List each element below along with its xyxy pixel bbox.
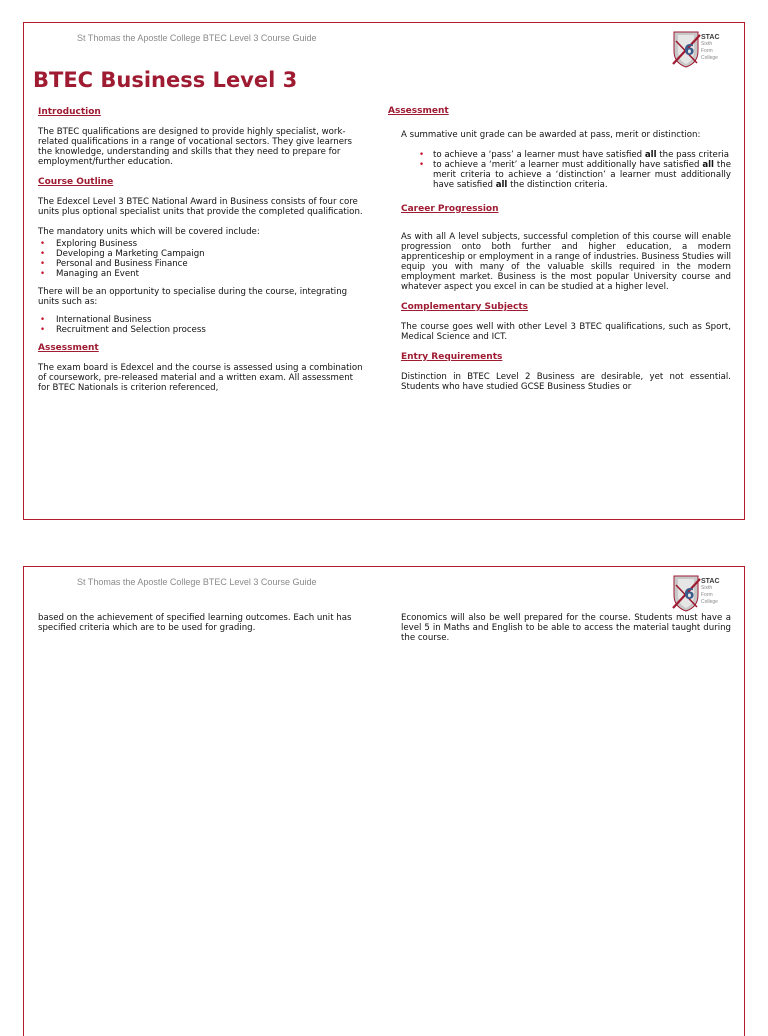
specialist-units-list [38, 315, 364, 335]
logo-name: STAC [701, 578, 720, 585]
logo-sub1: Sixth Form [701, 41, 713, 54]
right-column [401, 130, 731, 402]
running-header: St Thomas the Apostle College BTEC Level 3 Course Guide [77, 33, 317, 43]
page2-left-column [38, 613, 364, 643]
logo-sub2: College [701, 599, 718, 605]
specialise-text: There will be an opportunity to specialise during the course, integrating units such as: [38, 287, 348, 307]
list-item: • International Business [38, 315, 364, 325]
crest-icon [670, 573, 704, 613]
course-outline-text: The Edexcel Level 3 BTEC National Award in Business consists of four core units plus optional specialist units that provide the completed qualification. [38, 197, 363, 217]
course-outline-heading: Course Outline [38, 177, 114, 187]
college-logo [670, 29, 724, 69]
running-header: St Thomas the Apostle College BTEC Level 3 Course Guide [77, 577, 317, 587]
complementary-subjects-text: The course goes well with other Level 3 BTEC qualifications, such as Sport, Medical Science and ICT. [401, 322, 731, 342]
page-1 [23, 22, 745, 520]
logo-sub2: College [701, 55, 718, 61]
list-item: • Exploring Business [38, 239, 364, 249]
complementary-subjects-heading: Complementary Subjects [401, 302, 529, 312]
career-progression-heading: Career Progression [401, 204, 499, 214]
assessment-text-left: The exam board is Edexcel and the course is assessed using a combination of coursework, pre-released material and a written exam. All assessment for BTEC Nationals is criterion referenced, [38, 363, 363, 393]
list-item: • Managing an Event [38, 269, 364, 279]
pass-criteria-item: • to achieve a ‘pass’ a learner must have satisfied all the pass criteria [418, 150, 731, 160]
entry-requirements-heading: Entry Requirements [401, 352, 503, 362]
logo-sub1: Sixth Form [701, 585, 713, 598]
grade-criteria-list [401, 150, 731, 190]
assessment-heading-left: Assessment [38, 343, 99, 353]
entry-requirements-text: Distinction in BTEC Level 2 Business are desirable, yet not essential. Students who have studied GCSE Business Studies or [401, 372, 731, 392]
page2-right-column [401, 613, 731, 653]
svg-text:6: 6 [684, 41, 695, 59]
list-item: • Recruitment and Selection process [38, 325, 364, 335]
college-logo [670, 573, 724, 613]
assessment-text-right: A summative unit grade can be awarded at pass, merit or distinction: [401, 130, 701, 140]
logo-name: STAC [701, 34, 720, 41]
svg-text:6: 6 [684, 585, 695, 603]
introduction-text: The BTEC qualifications are designed to provide highly specialist, work-related qualifications in a range of vocational sectors. They give learners the knowledge, understanding and skills that they need to prepare for employment/further education. [38, 127, 353, 167]
introduction-heading: Introduction [38, 107, 101, 117]
assessment-continued-text: based on the achievement of specified learning outcomes. Each unit has specified criteria which are to be used for grading. [38, 613, 352, 633]
list-item: • Personal and Business Finance [38, 259, 364, 269]
career-progression-text: As with all A level subjects, successful completion of this course will enable progression onto both further and higher education, a modern apprenticeship or employment in a range of industries. Business Studies will equip you with many of the valuable skills required in the modern employment market. Business is the most popular University course and whatever aspect you excel in can be studied at a higher level. [401, 232, 731, 292]
page-title: BTEC Business Level 3 [33, 68, 298, 92]
mandatory-units-list [38, 239, 364, 279]
merit-criteria-item: • to achieve a ‘merit’ a learner must additionally have satisfied all the merit criteria to achieve a ‘distinction’ a learner must additionally have satisfied all the distinction criteria. [418, 160, 731, 190]
crest-icon [670, 29, 704, 69]
list-item: • Developing a Marketing Campaign [38, 249, 364, 259]
page-2 [23, 566, 745, 1036]
entry-requirements-continued-text: Economics will also be well prepared for the course. Students must have a level 5 in Maths and English to be able to access the material taught during the course. [401, 613, 731, 643]
left-column [38, 107, 364, 403]
mandatory-intro: The mandatory units which will be covered include: [38, 227, 260, 237]
assessment-heading-right: Assessment [388, 106, 449, 116]
